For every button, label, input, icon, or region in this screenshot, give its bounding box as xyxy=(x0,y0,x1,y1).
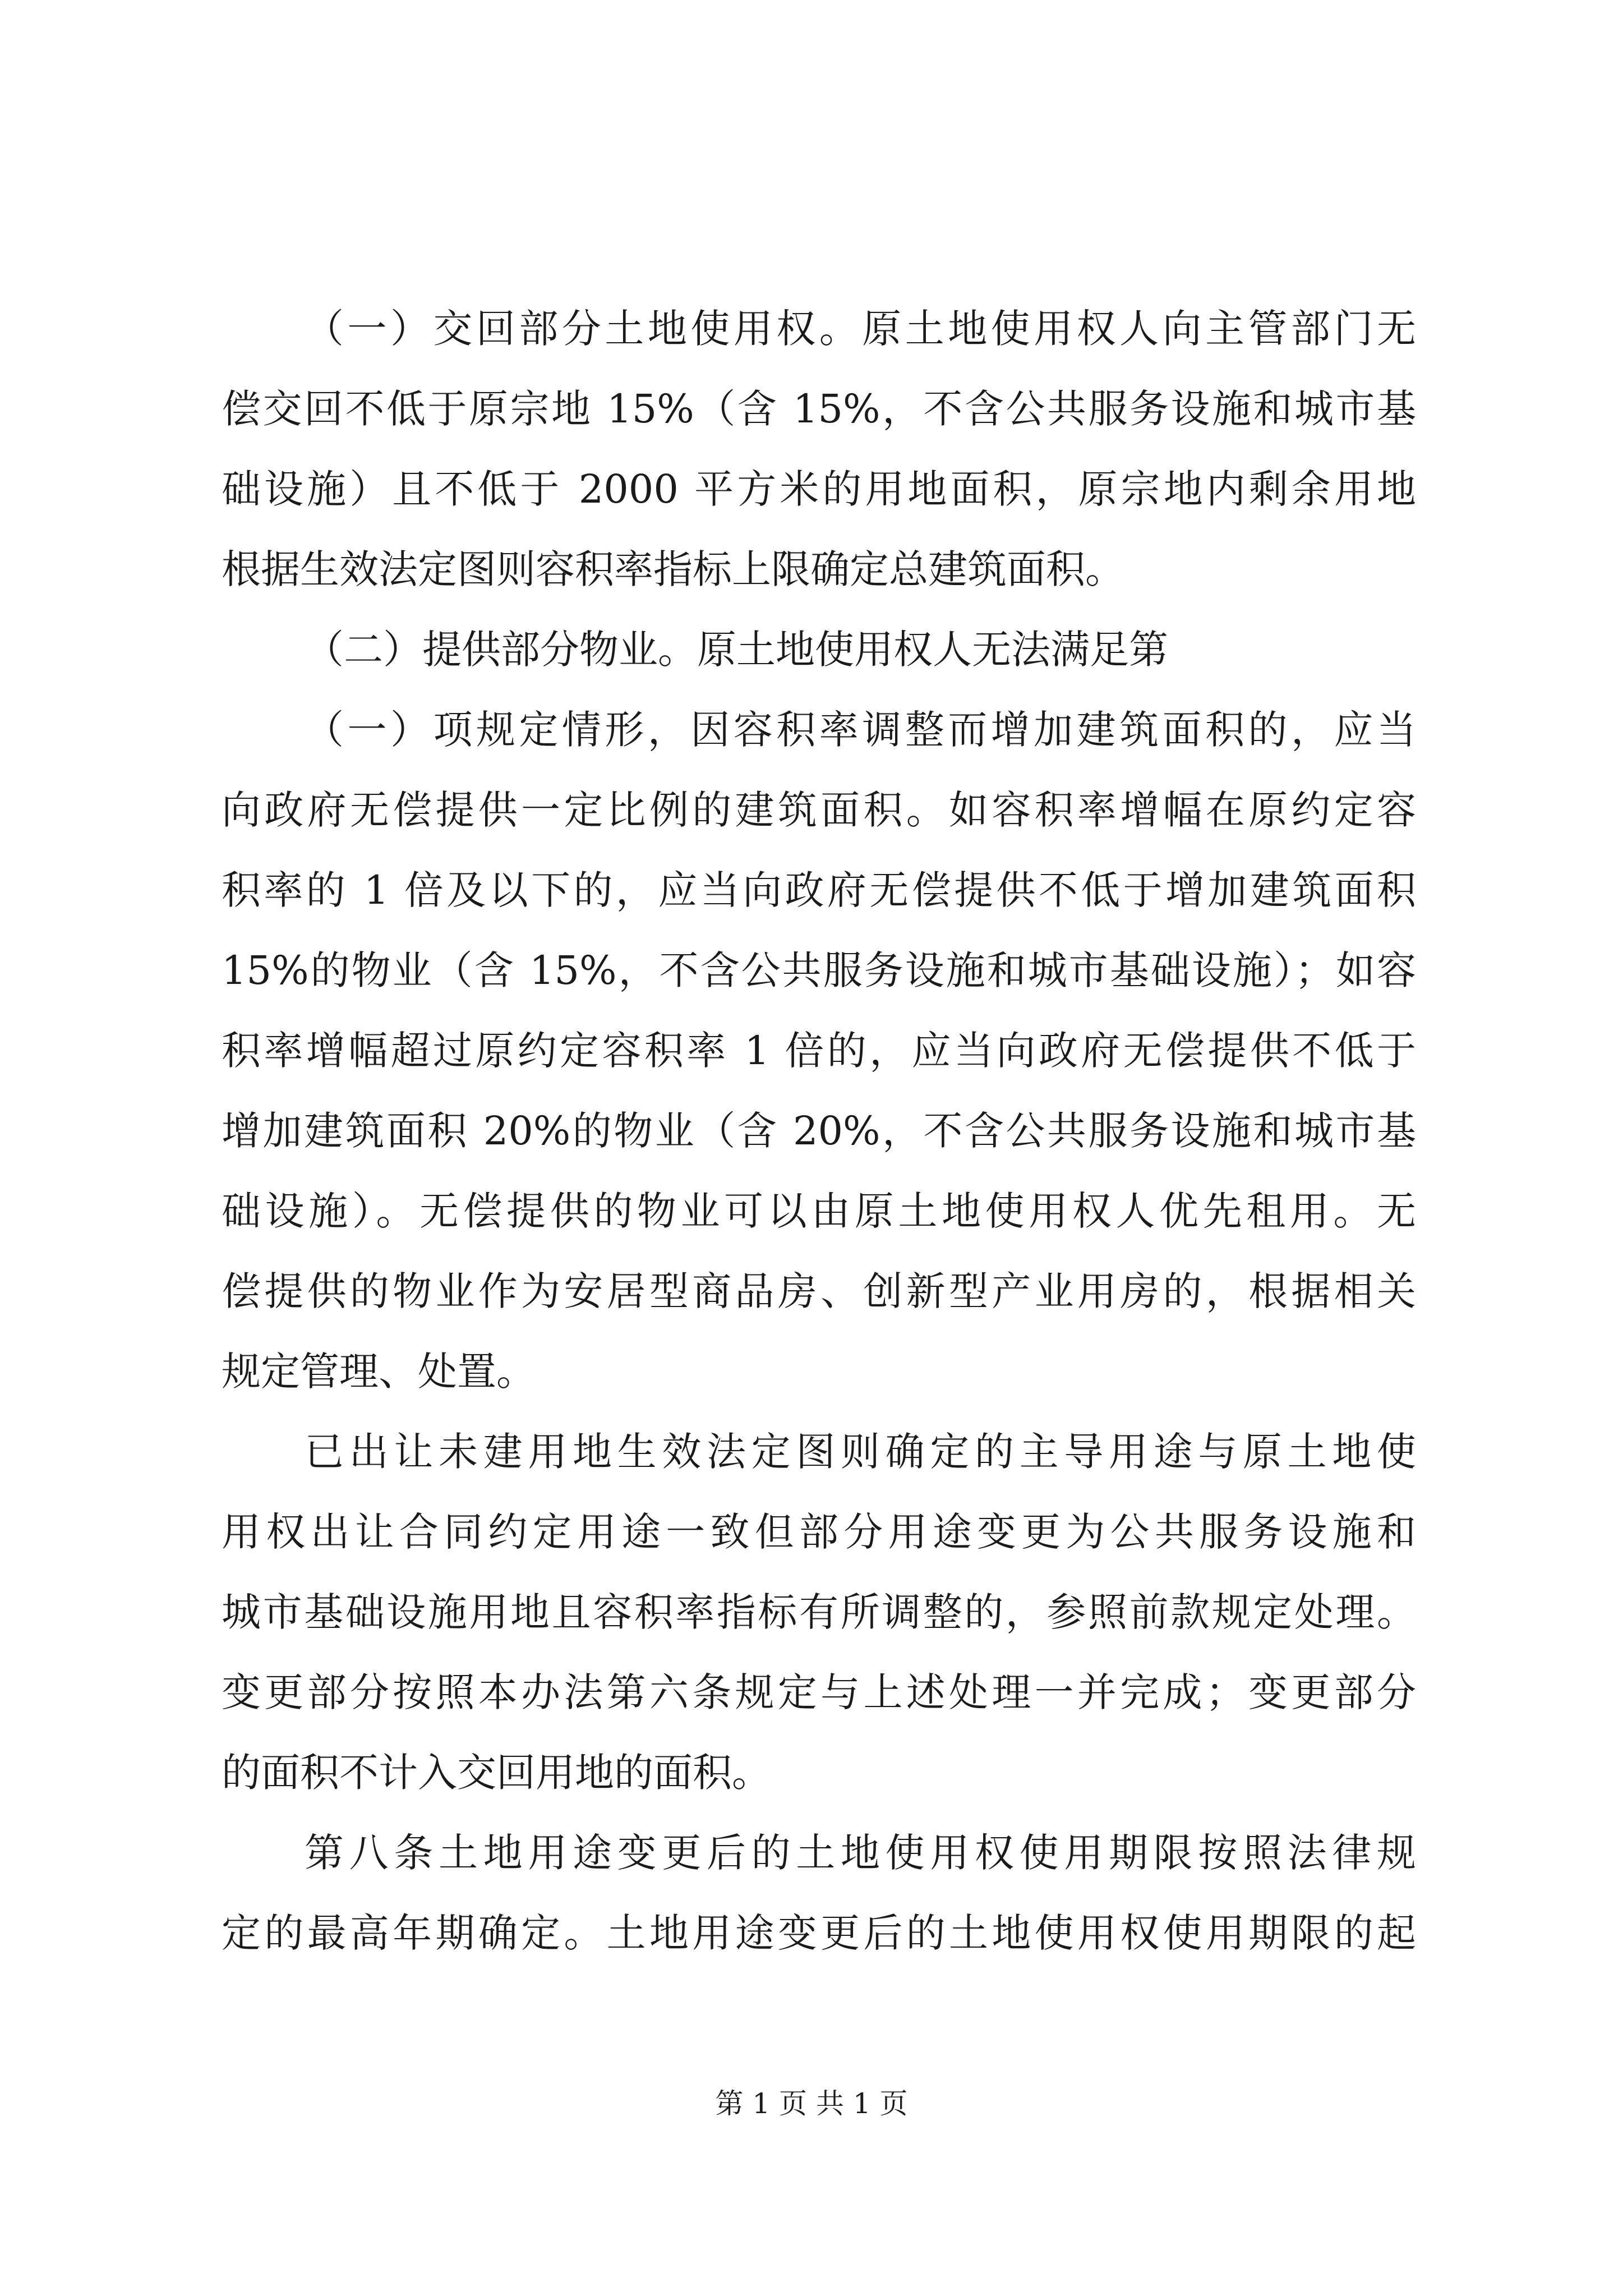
paragraph-line: 已出让未建用地生效法定图则确定的主导用途与原土地使 xyxy=(305,1429,1416,1475)
paragraph-line: 偿交回不低于原宗地 15%（含 15%，不含公共服务设施和城市基 xyxy=(222,386,1416,432)
paragraph-line: 第八条土地用途变更后的土地使用权使用期限按照法律规 xyxy=(305,1830,1416,1876)
paragraph-line: 增加建筑面积 20%的物业（含 20%，不含公共服务设施和城市基 xyxy=(222,1108,1416,1154)
paragraph-line: 础设施）。无偿提供的物业可以由原土地使用权人优先租用。无 xyxy=(222,1188,1416,1234)
paragraph-line: 向政府无偿提供一定比例的建筑面积。如容积率增幅在原约定容 xyxy=(222,787,1416,833)
paragraph-line: 的面积不计入交回用地的面积。 xyxy=(222,1750,771,1796)
paragraph-line: 用权出让合同约定用途一致但部分用途变更为公共服务设施和 xyxy=(222,1509,1416,1555)
paragraph-line: （一）交回部分土地使用权。原土地使用权人向主管部门无 xyxy=(305,306,1416,352)
paragraph-line: 积率的 1 倍及以下的，应当向政府无偿提供不低于增加建筑面积 xyxy=(222,867,1416,913)
document-body xyxy=(222,289,1416,1973)
paragraph-line: 15%的物业（含 15%，不含公共服务设施和城市基础设施）；如容 xyxy=(222,947,1416,993)
paragraph-line: 积率增幅超过原约定容积率 1 倍的，应当向政府无偿提供不低于 xyxy=(222,1028,1416,1074)
paragraph-line: 城市基础设施用地且容积率指标有所调整的，参照前款规定处理。 xyxy=(222,1589,1416,1635)
paragraph-line: 偿提供的物业作为安居型商品房、创新型产业用房的，根据相关 xyxy=(222,1268,1416,1314)
paragraph-line: 规定管理、处置。 xyxy=(222,1349,536,1395)
paragraph-line: （一）项规定情形，因容积率调整而增加建筑面积的，应当 xyxy=(305,707,1416,753)
paragraph-line: 定的最高年期确定。土地用途变更后的土地使用权使用期限的起 xyxy=(222,1910,1416,1956)
page-number-footer: 第 1 页 共 1 页 xyxy=(715,2087,908,2120)
paragraph-line: （二）提供部分物业。原土地使用权人无法满足第 xyxy=(305,627,1168,673)
paragraph-line: 根据生效法定图则容积率指标上限确定总建筑面积。 xyxy=(222,546,1124,592)
paragraph-line: 变更部分按照本办法第六条规定与上述处理一并完成；变更部分 xyxy=(222,1669,1416,1715)
paragraph-line: 础设施）且不低于 2000 平方米的用地面积，原宗地内剩余用地 xyxy=(222,466,1416,512)
